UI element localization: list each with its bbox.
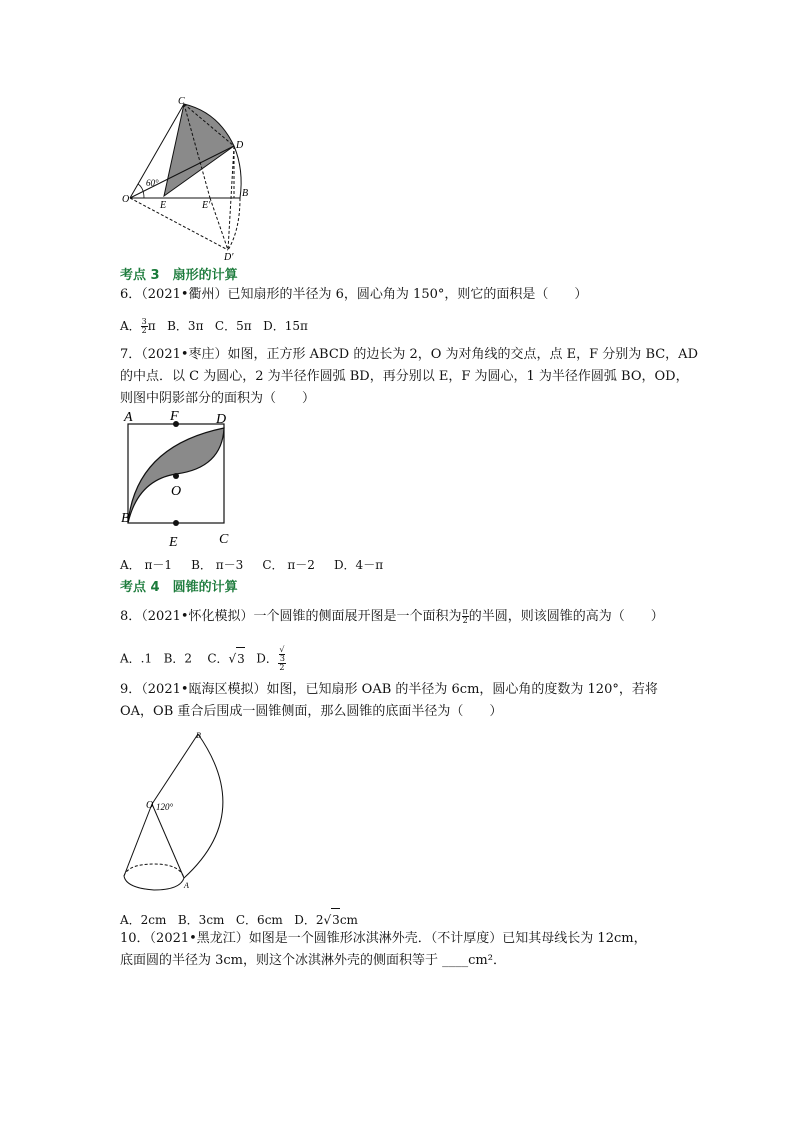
q9-option-a: A．2cm <box>120 913 167 927</box>
q9-options: A．2cm B．3cm C．6cm D．2√3cm <box>120 908 358 931</box>
label-C: C <box>219 532 229 547</box>
q6-option-d: D．15π <box>263 319 308 333</box>
q8-stem-post: 的半圆，则该圆锥的高为（ ） <box>468 609 664 624</box>
q7-option-b: B． π－3 <box>191 558 244 572</box>
q7-line-3: 则图中阴影部分的面积为（ ） <box>120 391 316 406</box>
q9-option-d-radicand: 3 <box>331 908 340 931</box>
figure-square-arcs <box>118 406 248 552</box>
q7-option-d: D．4－π <box>333 558 384 572</box>
section-title-3: 考点 3 扇形的计算 <box>120 268 238 283</box>
q6-options <box>120 315 308 337</box>
q10-line-2: 底面圆的半径为 3cm，则这个冰淇淋外壳的侧面积等于 ____cm²． <box>120 953 506 968</box>
label-D: D <box>216 412 227 427</box>
q7-options <box>120 554 383 576</box>
q9-option-b: B．3cm <box>177 913 225 927</box>
label-O: O <box>122 194 130 205</box>
label-E: E <box>160 200 167 211</box>
label-B: B <box>242 188 249 199</box>
q6-option-a-label: A． <box>120 319 141 333</box>
label-O: O <box>146 800 154 811</box>
q6-option-b: B．3π <box>167 319 204 333</box>
q9-line-1: 9．（2021•瓯海区模拟）如图，已知扇形 OAB 的半径为 6cm，圆心角的度数为 120°，若将 <box>120 682 658 697</box>
q7-option-a: A． π－1 <box>120 558 173 572</box>
q7-line-2: 的中点．以 C 为圆心，2 为半径作圆弧 BD，再分别以 E，F 为圆心，1 为半径作圆弧 BO，OD， <box>120 369 689 384</box>
label-E-prime: E′ <box>202 200 211 211</box>
q9-option-d-label: D．2 <box>294 913 324 927</box>
section-title-4: 考点 4 圆锥的计算 <box>120 580 238 595</box>
label-B: B <box>121 511 130 526</box>
label-A: A <box>184 881 189 890</box>
figure-sector-rotation <box>118 90 268 260</box>
q9-option-c: C．6cm <box>235 913 283 927</box>
q6-stem: 6．（2021•衢州）已知扇形的半径为 6，圆心角为 150°，则它的面积是（ ） <box>120 287 588 302</box>
q8-area-fraction: $\frac{\pi}{2}$ <box>462 607 468 625</box>
q6-option-a-fraction: $\frac{3}{2}$ <box>141 317 147 335</box>
q8-option-c-label: C． <box>207 651 229 666</box>
q8-option-d-fraction: √ 3 2 <box>279 645 285 672</box>
label-D-prime: D′ <box>224 252 234 260</box>
q8-option-b: B．2 <box>163 651 193 666</box>
q10-line-1: 10．（2021•黑龙江）如图是一个圆锥形冰淇淋外壳．（不计厚度）已知其母线长为 12cm， <box>120 931 647 946</box>
q6-option-a-pi: π <box>147 319 156 333</box>
label-F: F <box>170 409 179 424</box>
q8-options: A．.1 B．2 C．√3 D． √ 3 2 <box>120 645 285 672</box>
label-B: B <box>196 731 201 740</box>
figure-sector-cone <box>118 726 248 898</box>
q8-option-a: A．.1 <box>120 651 153 666</box>
label-angle: 60° <box>146 178 159 188</box>
q8-option-d-label: D． <box>256 651 278 666</box>
label-C: C <box>178 96 185 107</box>
label-A: A <box>124 410 133 425</box>
q8-stem <box>120 606 664 628</box>
label-angle: 120° <box>156 802 174 812</box>
q6-option-c: C．5π <box>214 319 252 333</box>
q8-stem-pre: 8．（2021•怀化模拟）一个圆锥的侧面展开图是一个面积为 <box>120 609 462 624</box>
q7-option-c: C． π－2 <box>262 558 315 572</box>
label-D: D <box>236 140 244 151</box>
q8-option-c-radicand: 3 <box>236 647 245 670</box>
q9-option-d-unit: cm <box>339 913 358 927</box>
shaded-region <box>164 104 234 196</box>
label-E: E <box>169 535 178 550</box>
q7-line-1: 7．（2021•枣庄）如图，正方形 ABCD 的边长为 2，O 为对角线的交点，点 E，F 分别为 BC，AD <box>120 347 698 362</box>
label-O: O <box>171 484 182 499</box>
q9-line-2: OA，OB 重合后围成一圆锥侧面，那么圆锥的底面半径为（ ） <box>120 704 503 719</box>
